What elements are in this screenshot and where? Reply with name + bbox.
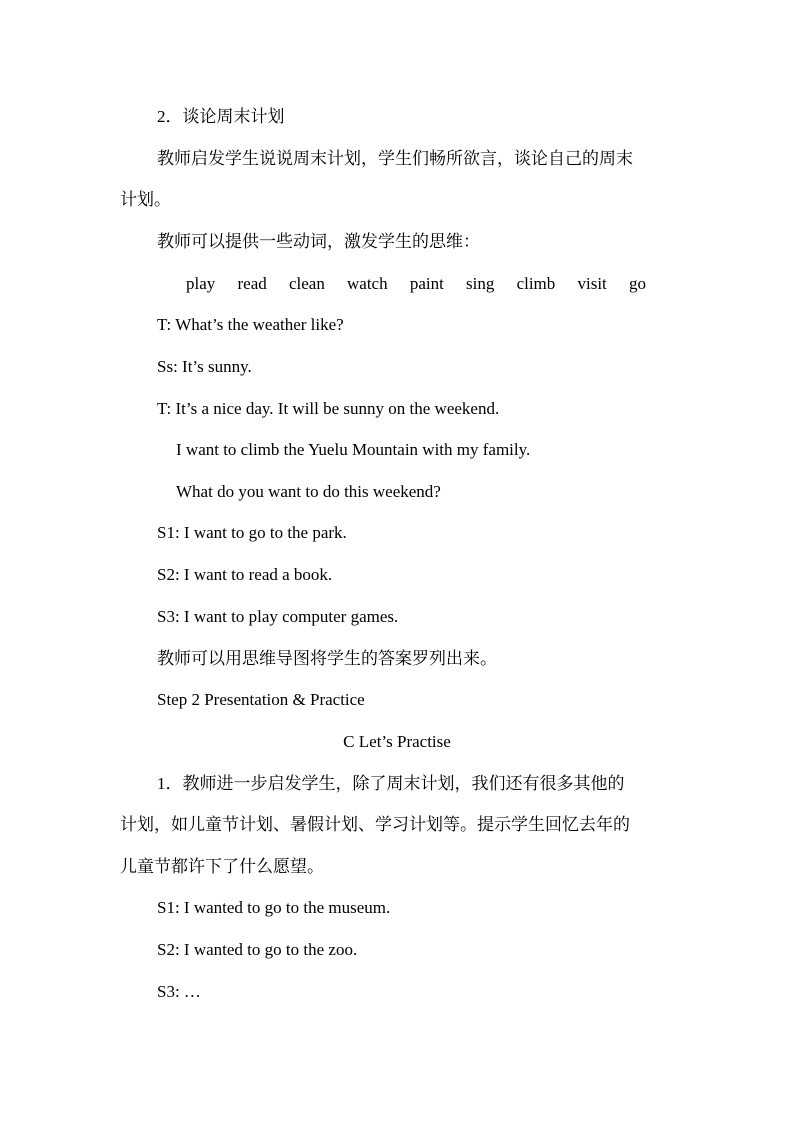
- dialogue-line: I want to climb the Yuelu Mountain with my family.: [176, 440, 531, 459]
- paragraph-line: 教师可以用思维导图将学生的答案罗列出来。: [157, 649, 497, 668]
- dialogue-line: Ss: It’s sunny.: [157, 357, 252, 376]
- paragraph-line: 教师启发学生说说周末计划，学生们畅所欲言，谈论自己的周末: [157, 149, 633, 168]
- dialogue-line: S1: I want to go to the park.: [157, 523, 347, 542]
- verb-item: paint: [409, 274, 444, 293]
- paragraph-line: 计划，如儿童节计划、暑假计划、学习计划等。提示学生回忆去年的: [120, 815, 630, 834]
- verb-item: play: [186, 274, 216, 293]
- paragraph-line: 计划。: [120, 190, 171, 209]
- dialogue-line: T: It’s a nice day. It will be sunny on the weekend.: [157, 399, 500, 418]
- verb-item: read: [237, 274, 267, 293]
- verb-list: [186, 273, 646, 295]
- dialogue-line: S1: I wanted to go to the museum.: [157, 898, 391, 917]
- paragraph-line: 儿童节都许下了什么愿望。: [120, 857, 324, 876]
- dialogue-line: T: What’s the weather like?: [157, 315, 344, 334]
- verb-item: clean: [288, 274, 325, 293]
- section-heading: 2．谈论周末计划: [157, 107, 285, 126]
- verb-item: go: [628, 274, 646, 293]
- verb-item: watch: [347, 274, 388, 293]
- dialogue-line: What do you want to do this weekend?: [176, 482, 441, 501]
- verb-item: climb: [516, 274, 556, 293]
- paragraph-line: 1．教师进一步启发学生，除了周末计划，我们还有很多其他的: [157, 774, 625, 793]
- verb-item: sing: [466, 274, 495, 293]
- dialogue-line: S2: I wanted to go to the zoo.: [157, 940, 358, 959]
- step-heading: Step 2 Presentation & Practice: [157, 690, 365, 709]
- dialogue-line: S3: …: [157, 982, 201, 1001]
- paragraph-line: 教师可以提供一些动词，激发学生的思维：: [157, 232, 480, 251]
- section-title: C Let’s Practise: [343, 732, 451, 751]
- verb-item: visit: [577, 274, 607, 293]
- dialogue-line: S2: I want to read a book.: [157, 565, 333, 584]
- dialogue-line: S3: I want to play computer games.: [157, 607, 399, 626]
